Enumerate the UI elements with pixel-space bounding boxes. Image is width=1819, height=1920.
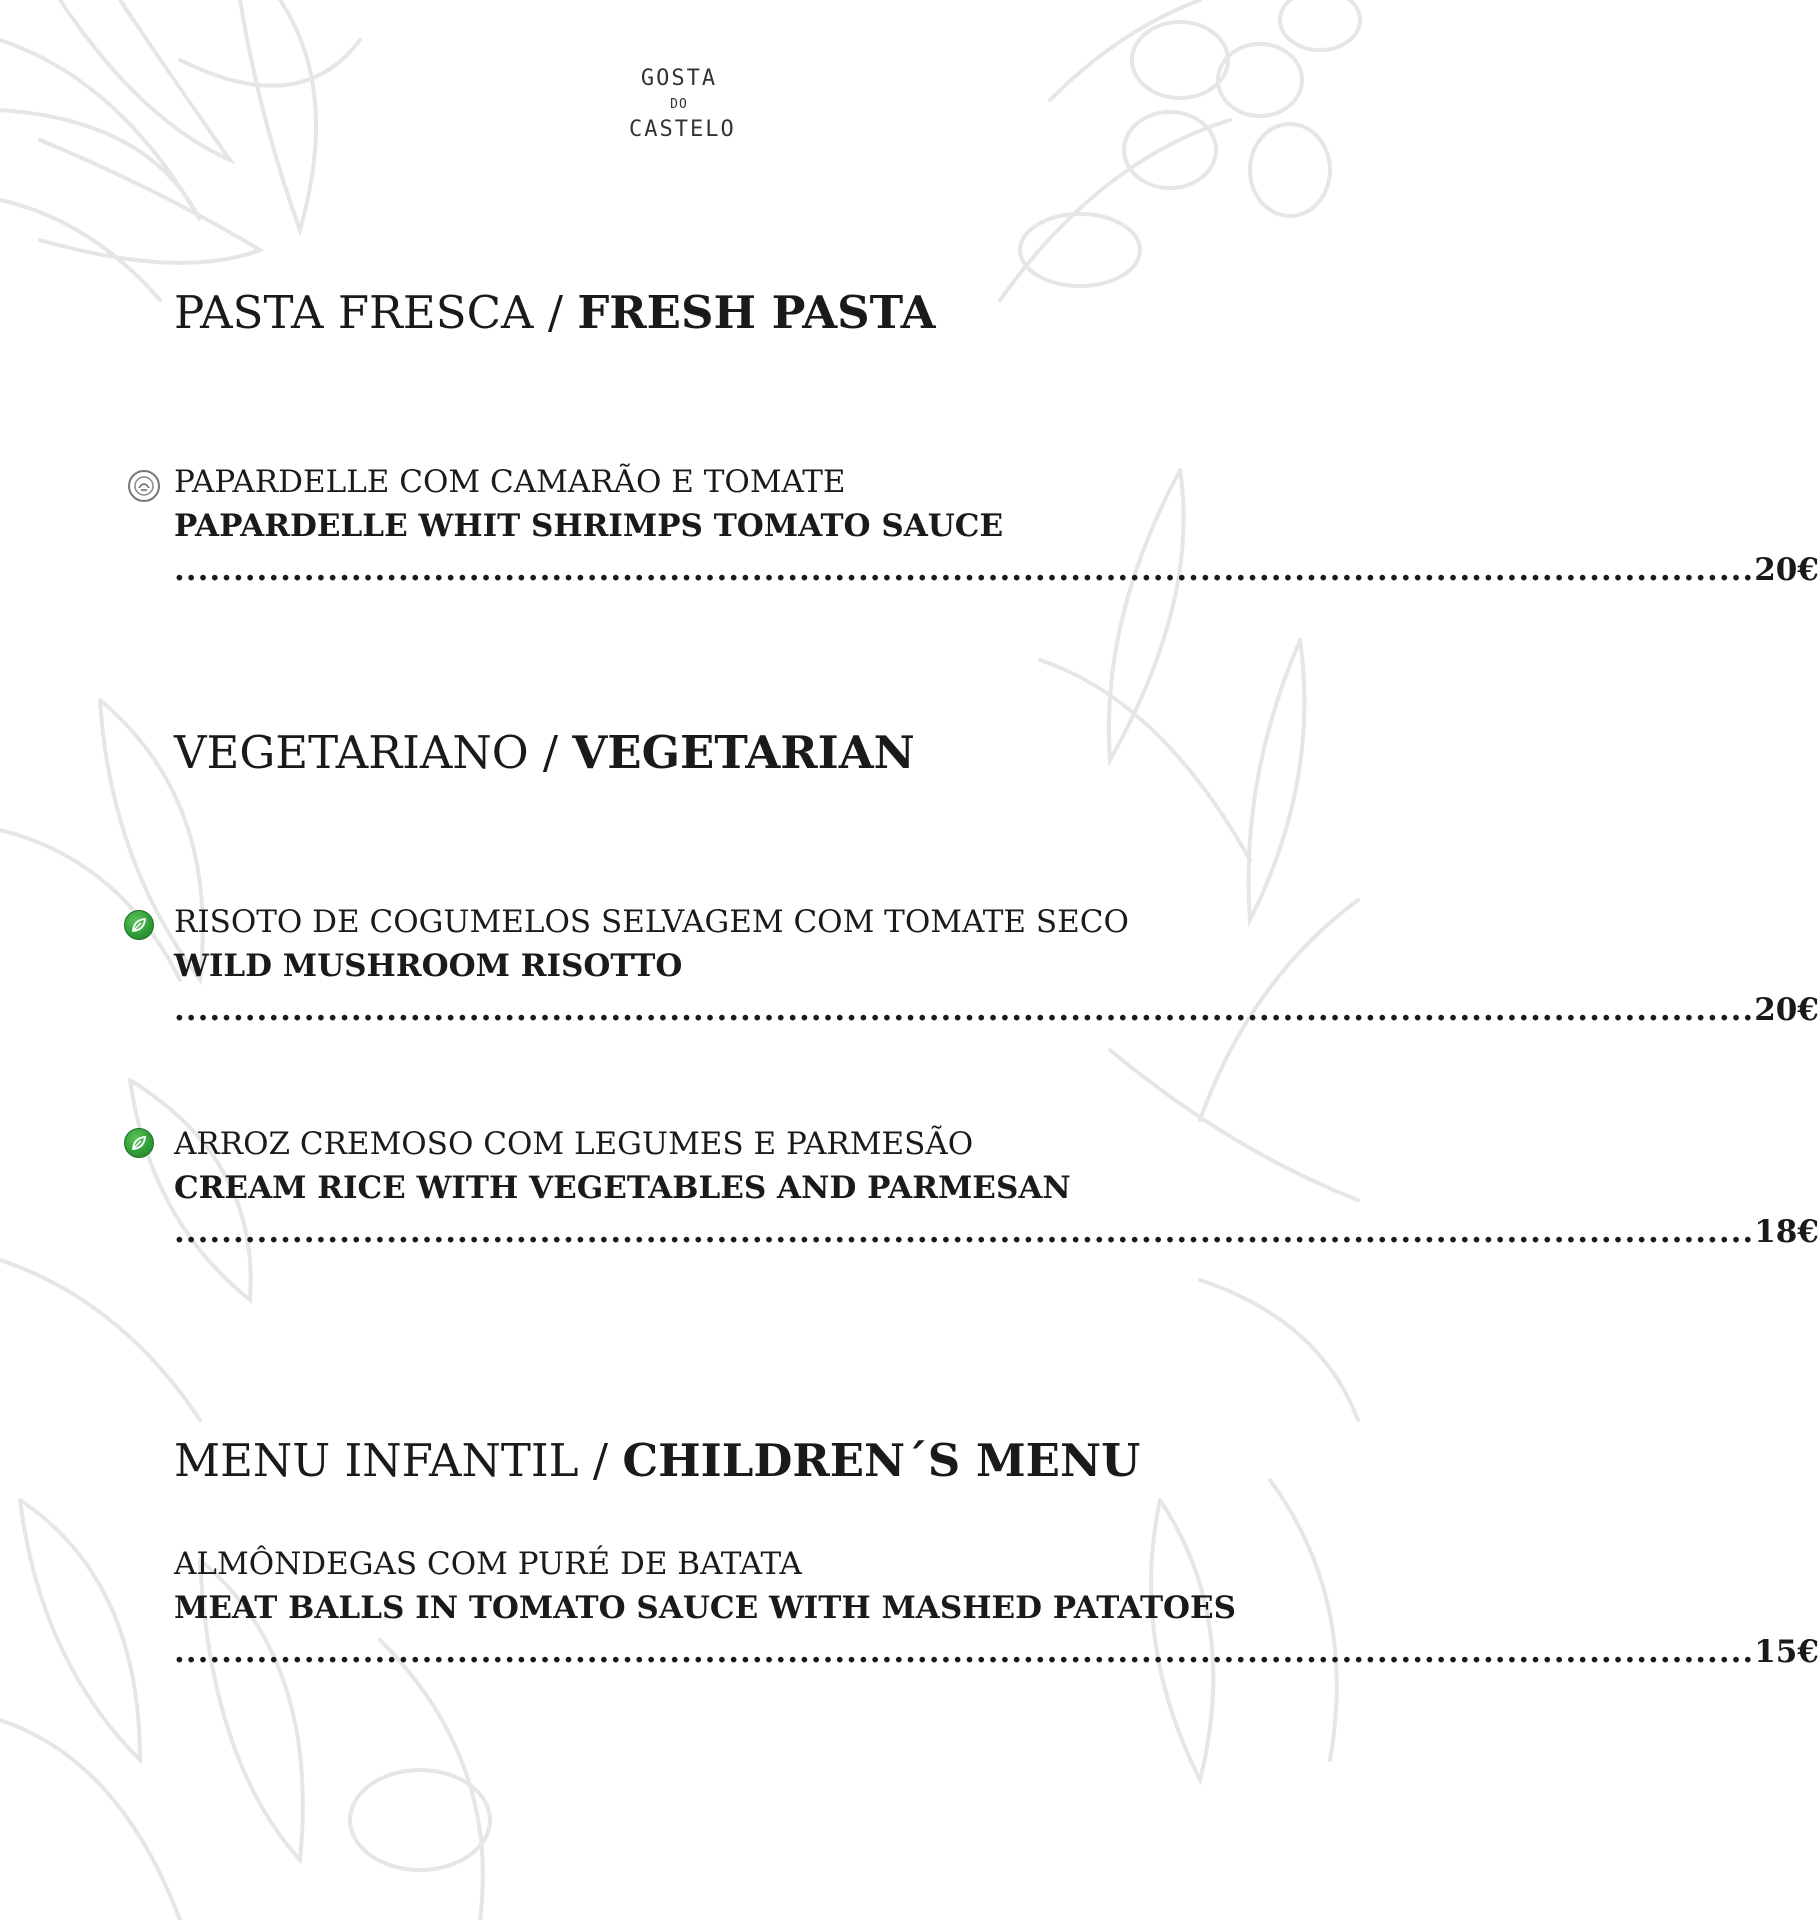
dot-leader: ...................................................................................................................................... xyxy=(174,552,1755,588)
price-line xyxy=(174,1210,1819,1254)
price-line xyxy=(174,988,1819,1032)
dish-name-pt: PAPARDELLE COM CAMARÃO E TOMATE xyxy=(174,464,846,500)
dot-leader: ...................................................................................................................................... xyxy=(174,1634,1755,1670)
brand-logo xyxy=(629,66,736,142)
section-title-pt: PASTA FRESCA / xyxy=(174,286,578,339)
menu-item-papardelle xyxy=(174,460,1819,592)
menu-item-mushroom-risotto xyxy=(174,900,1819,1032)
vegan-leaf-icon xyxy=(124,910,154,940)
section-title-pt: MENU INFANTIL / xyxy=(174,1434,623,1487)
section-title-en: FRESH PASTA xyxy=(577,286,936,339)
logo-line-gosta: GOSTA xyxy=(640,66,718,91)
menu-item-cream-rice xyxy=(174,1122,1819,1254)
section-title-childrens-menu xyxy=(174,1436,1140,1486)
section-title-fresh-pasta xyxy=(174,288,936,338)
dish-price: 18€ xyxy=(1754,1214,1819,1250)
dish-name-en: MEAT BALLS IN TOMATO SAUCE WITH MASHED PATATOES xyxy=(174,1590,1237,1626)
dish-name-pt: RISOTO DE COGUMELOS SELVAGEM COM TOMATE SECO xyxy=(174,904,1129,940)
price-line xyxy=(174,548,1819,592)
dish-name-en: PAPARDELLE WHIT SHRIMPS TOMATO SAUCE xyxy=(174,508,1004,544)
dot-leader: ...................................................................................................................................... xyxy=(174,1214,1755,1250)
menu-item-meat-balls xyxy=(174,1542,1819,1674)
dish-price: 20€ xyxy=(1754,552,1819,588)
section-title-en: VEGETARIAN xyxy=(572,726,915,779)
logo-line-castelo: CASTELO xyxy=(629,117,736,142)
section-title-pt: VEGETARIANO / xyxy=(174,726,573,779)
section-title-en: CHILDREN´S MENU xyxy=(622,1434,1141,1487)
dot-leader: ...................................................................................................................................... xyxy=(174,992,1755,1028)
section-title-vegetarian xyxy=(174,728,915,778)
dish-price: 20€ xyxy=(1754,992,1819,1028)
price-line xyxy=(174,1630,1819,1674)
vegan-leaf-icon xyxy=(124,1128,154,1158)
seafood-icon xyxy=(128,470,160,502)
dish-name-pt: ARROZ CREMOSO COM LEGUMES E PARMESÃO xyxy=(174,1126,974,1162)
dish-name-en: WILD MUSHROOM RISOTTO xyxy=(174,948,683,984)
logo-line-do: DO xyxy=(670,97,688,112)
dish-price: 15€ xyxy=(1754,1634,1819,1670)
dish-name-pt: ALMÔNDEGAS COM PURÉ DE BATATA xyxy=(174,1546,802,1582)
dish-name-en: CREAM RICE WITH VEGETABLES AND PARMESAN xyxy=(174,1170,1071,1206)
